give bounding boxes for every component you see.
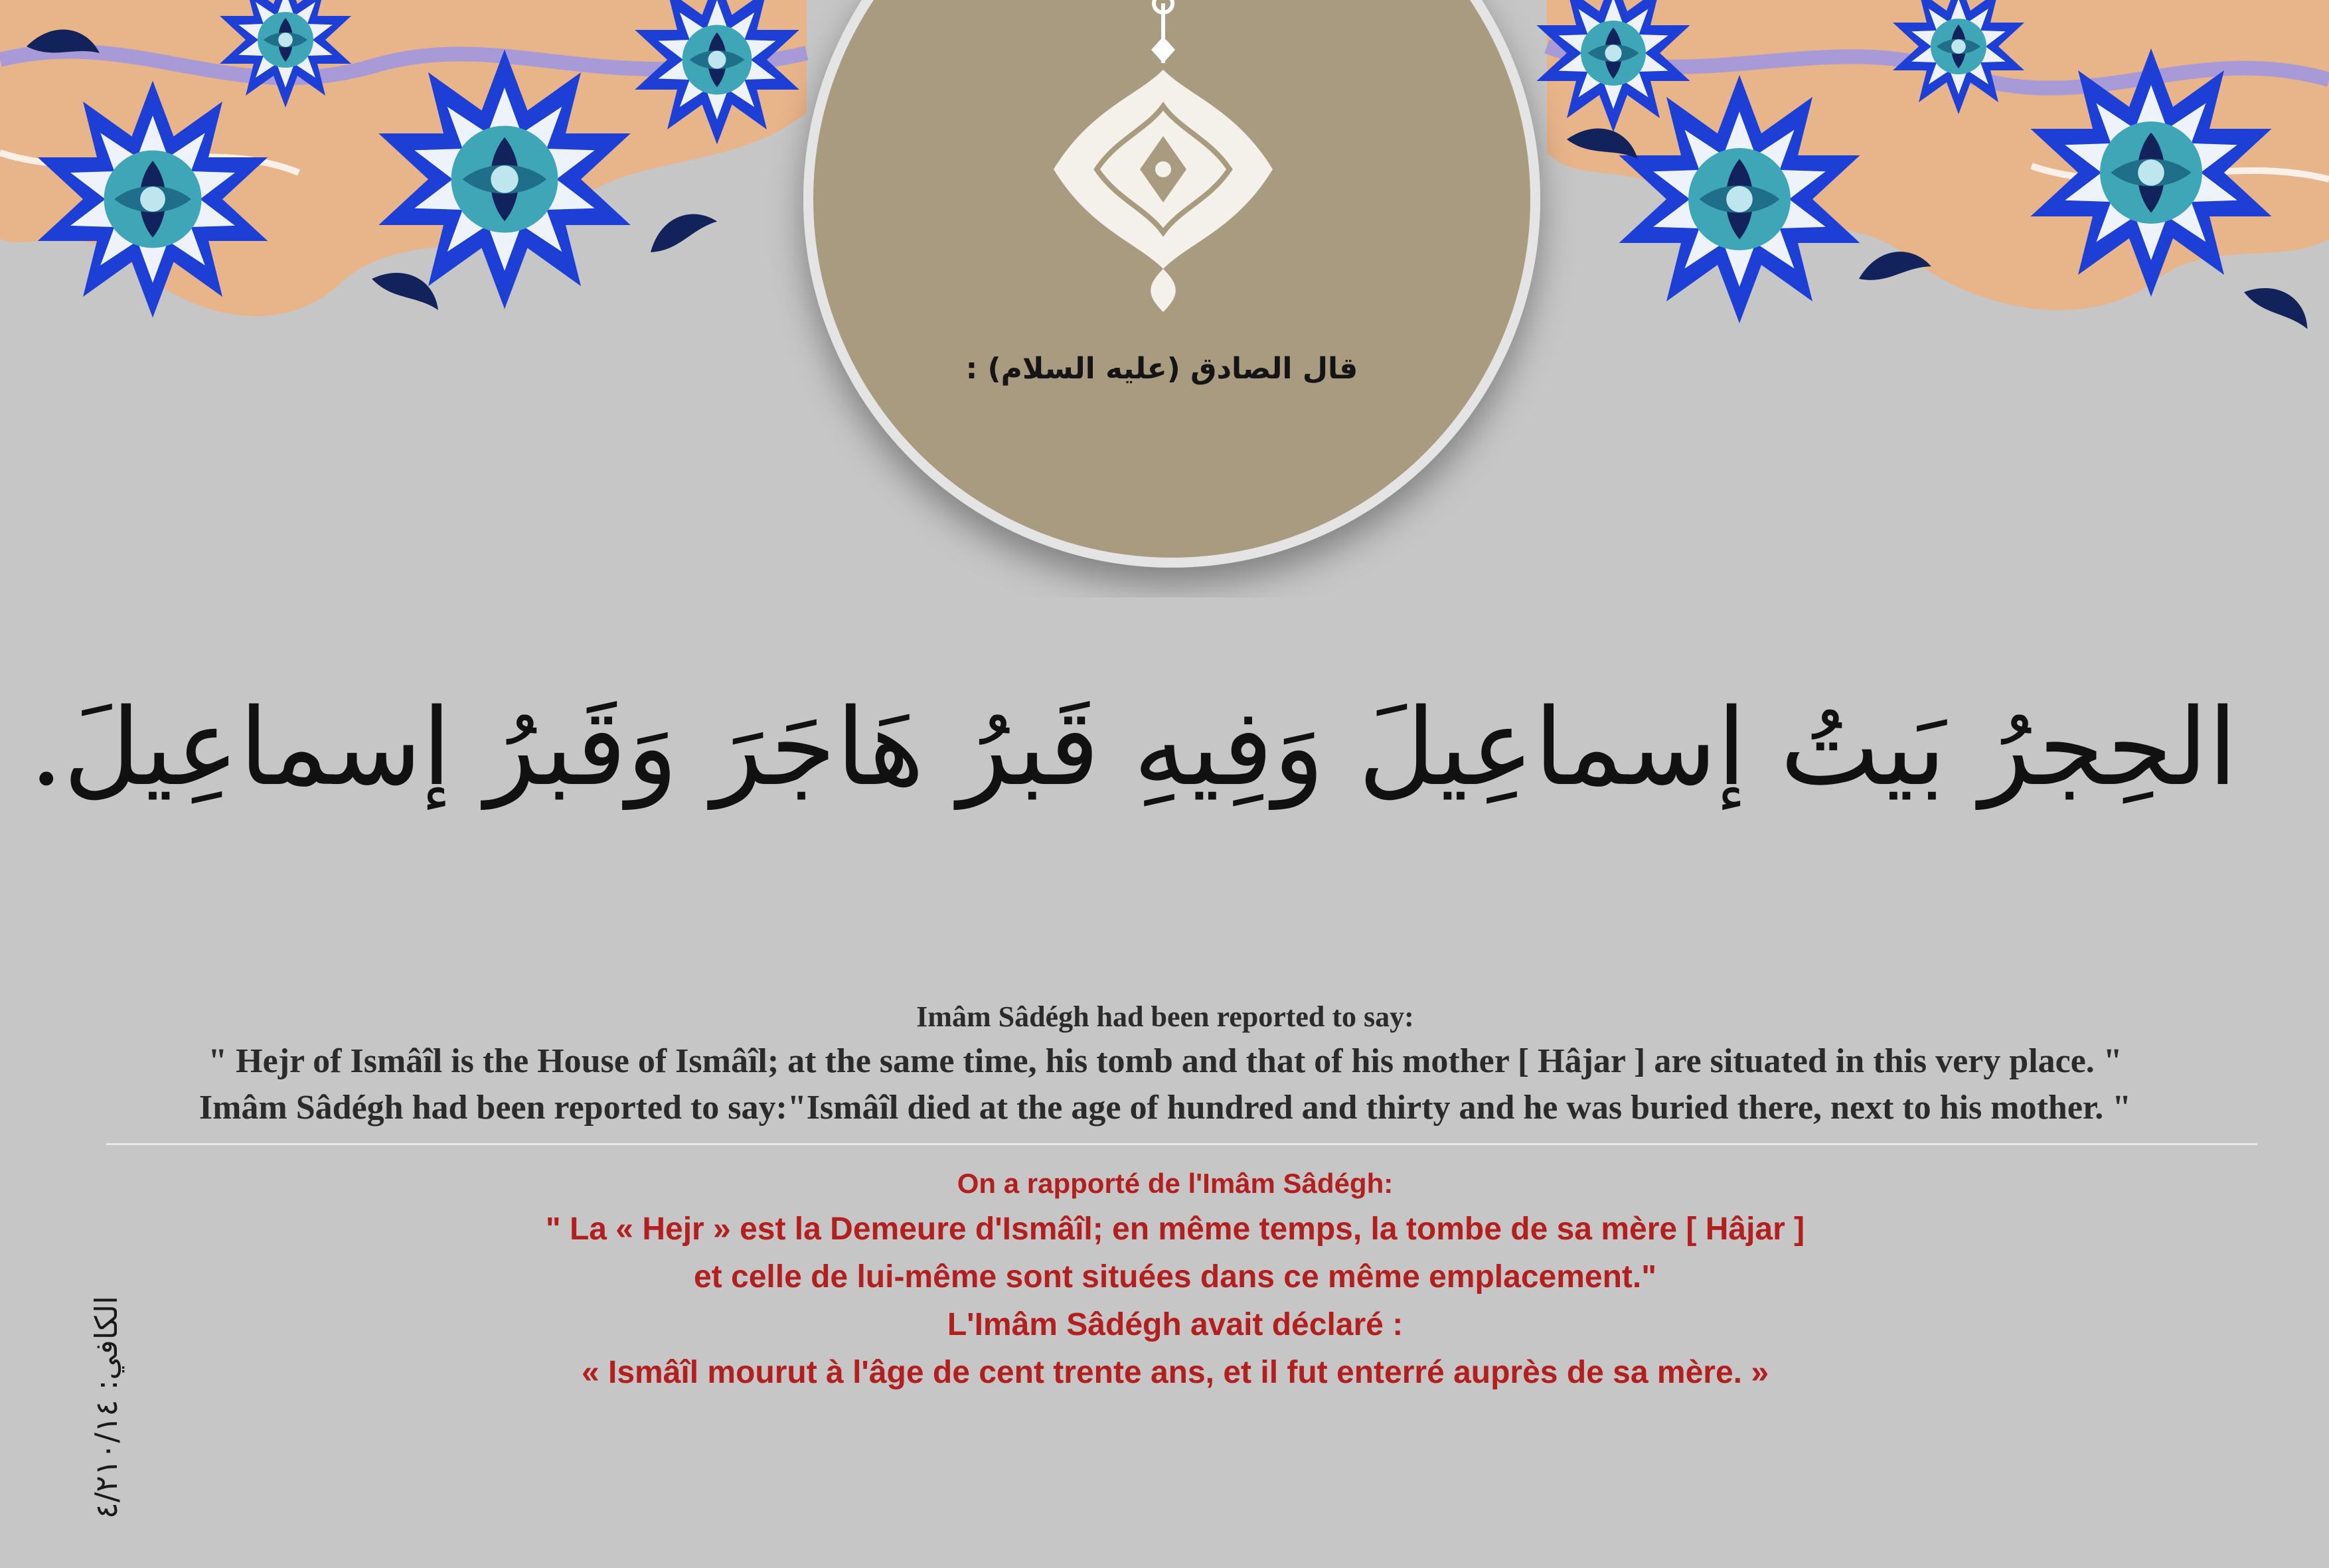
french-line-1: " La « Hejr » est la Demeure d'Ismâîl; en même temps, la tombe de sa mère [ Hâjar ] (545, 1212, 1805, 1247)
english-line-1: " Hejr of Ismâîl is the House of Ismâîl; at the same time, his tomb and that of his mother [ Hâjar ] are situated in this very place. " (208, 1042, 2123, 1080)
attribution-heading: قال الصادق (عليه السلام) : (965, 352, 1358, 386)
section-divider (106, 1143, 2257, 1145)
french-line-4: « Ismâîl mourut à l'âge de cent trente ans, et il fut enterré auprès de sa mère. » (581, 1355, 1769, 1390)
source-reference: الكافي: ٤/٢١٠/١٤ (88, 1296, 124, 1519)
english-line-2: Imâm Sâdégh had been reported to say:"Ismâîl died at the age of hundred and thirty and he was buried there, next to his mother. " (199, 1089, 2132, 1127)
french-intro: On a rapporté de l'Imâm Sâdégh: (957, 1168, 1394, 1199)
french-line-3: L'Imâm Sâdégh avait déclaré : (947, 1307, 1404, 1342)
french-line-2: et celle de lui-même sont situées dans ce même emplacement." (693, 1259, 1656, 1294)
english-intro: Imâm Sâdégh had been reported to say: (916, 1000, 1414, 1033)
hadith-calligraphy: الحِجرُ بَيتُ إسماعِيلَ وَفِيهِ قَبرُ هَاجَرَ وَقَبرُ إسماعِيلَ. (29, 685, 2237, 809)
medallion (0, 0, 2329, 597)
french-translation (266, 1162, 2085, 1397)
english-translation (93, 996, 2237, 1131)
